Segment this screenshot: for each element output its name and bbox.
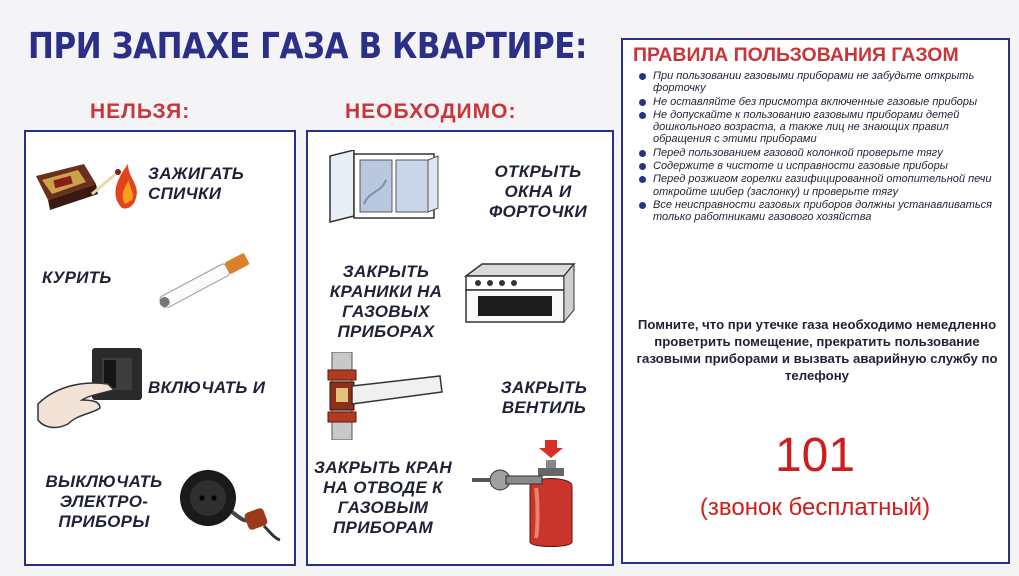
rule-item: Все неисправности газовых приборов должны устанавливаться только работниками газового хозяйства: [633, 199, 1003, 224]
required-item-3-label: ЗАКРЫТЬ ВЕНТИЛЬ: [500, 378, 588, 417]
forbidden-heading: НЕЛЬЗЯ:: [90, 100, 191, 123]
phone-note: (звонок бесплатный): [699, 494, 931, 521]
forbidden-item-4-label: ВЫКЛЮЧАТЬ ЭЛЕКТРО- ПРИБОРЫ: [45, 472, 163, 531]
cigarette-icon: [150, 252, 260, 308]
required-item-4-label: ЗАКРЫТЬ КРАН НА ОТВОДЕ К ГАЗОВЫМ ПРИБОРАМ: [313, 458, 452, 537]
gas-stove-icon: [460, 262, 580, 326]
rule-item: При пользовании газовыми приборами не забудьте открыть форточку: [633, 70, 1003, 95]
electric-plug-icon: [174, 468, 282, 546]
rules-heading: ПРАВИЛА ПОЛЬЗОВАНИЯ ГАЗОМ: [633, 44, 959, 66]
forbidden-item-1-label: ЗАЖИГАТЬ СПИЧКИ: [148, 164, 245, 203]
window-icon: [324, 150, 440, 224]
gas-cylinder-icon: [470, 438, 596, 550]
rule-item: Содержите в чистоте и исправности газовые приборы: [633, 160, 1003, 172]
remember-text: Помните, что при утечке газа необходимо немедленно проветрить помещение, прекратить пользование газовыми приборами и вызвать аварийную службу по телефону: [636, 317, 998, 383]
page-title: ПРИ ЗАПАХЕ ГАЗА В КВАРТИРЕ:: [28, 26, 587, 67]
forbidden-item-2-label: КУРИТЬ: [42, 268, 112, 287]
rule-item: Не оставляйте без присмотра включенные газовые приборы: [633, 96, 1003, 108]
rule-item: Не допускайте к пользованию газовыми приборами детей дошкольного возраста, а также лиц не знающих правил обращения с этими приборами: [633, 109, 1003, 146]
forbidden-item-3-label: ВКЛЮЧАТЬ И: [148, 378, 266, 397]
matches-icon: [32, 150, 147, 220]
light-switch-icon: [34, 344, 146, 434]
gas-valve-icon: [322, 352, 446, 440]
emergency-phone: 101: [774, 429, 856, 482]
required-heading: НЕОБХОДИМО:: [345, 100, 517, 123]
rules-list: [633, 70, 1003, 225]
rule-item: Перед пользованием газовой колонкой проверьте тягу: [633, 147, 1003, 159]
required-item-1-label: ОТКРЫТЬ ОКНА И ФОРТОЧКИ: [488, 162, 588, 221]
required-item-2-label: ЗАКРЫТЬ КРАНИКИ НА ГАЗОВЫХ ПРИБОРАХ: [329, 262, 443, 341]
rule-item: Перед розжигом горелки газифицированной отопительной печи откройте шибер (заслонку) и проверьте тягу: [633, 173, 1003, 198]
